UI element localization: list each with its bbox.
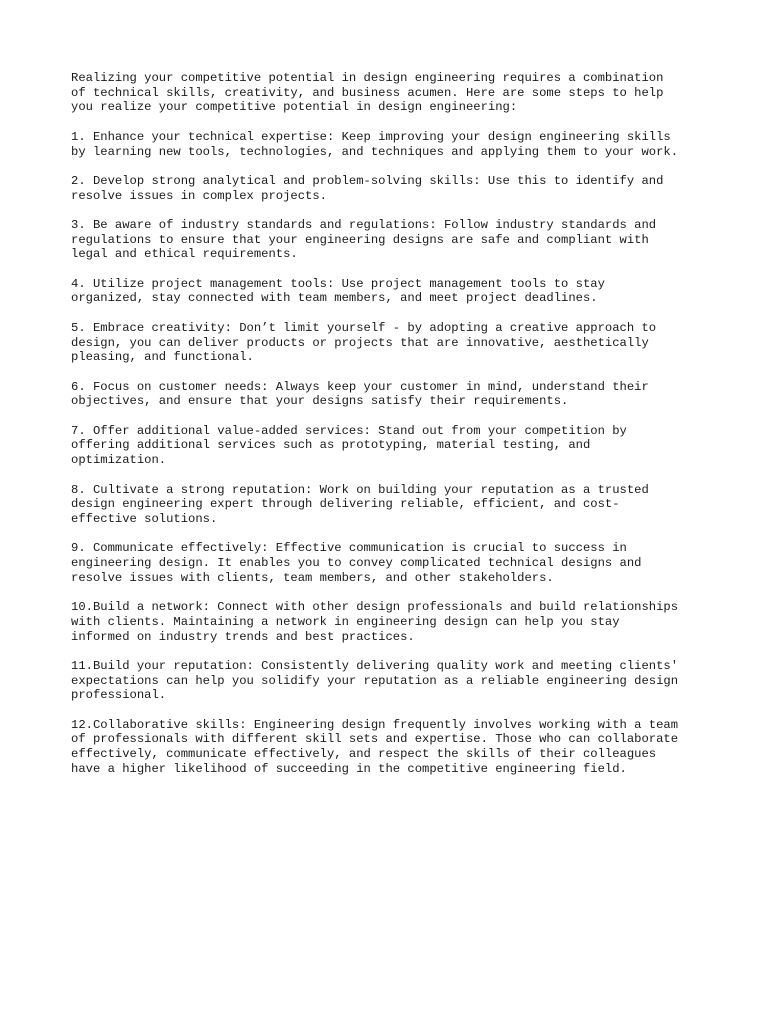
step-10-paragraph: 10.Build a network: Connect with other design professionals and build relationships with clients. Maintaining a network in engineering design can help you stay informed on industry trends and best practices. [71,600,679,644]
step-12-paragraph: 12.Collaborative skills: Engineering design frequently involves working with a team of professionals with different skill sets and expertise. Those who can collaborate effectively, communicate effectively, and respect the skills of their colleagues have a higher likelihood of succeeding in the competitive engineering field. [71,717,679,776]
step-6-paragraph: 6. Focus on customer needs: Always keep your customer in mind, understand their objectives, and ensure that your designs satisfy their requirements. [71,379,649,409]
step-5-paragraph: 5. Embrace creativity: Don’t limit yourself - by adopting a creative approach to design, you can deliver products or projects that are innovative, aesthetically pleasing, and functional. [71,320,657,365]
intro-paragraph: Realizing your competitive potential in design engineering requires a combination of technical skills, creativity, and business acumen. Here are some steps to help you realize your competitive potential in design engineering: [71,71,664,115]
step-7-paragraph: 7. Offer additional value-added services: Stand out from your competition by offering additional services such as prototyping, material testing, and optimization. [71,423,627,468]
step-9-paragraph: 9. Communicate effectively: Effective communication is crucial to success in engineering design. It enables you to convey complicated technical designs and resolve issues with clients, team members, and other stakeholders. [71,541,642,585]
step-3-paragraph: 3. Be aware of industry standards and regulations: Follow industry standards and regulations to ensure that your engineering designs are safe and compliant with legal and ethical requirements. [71,217,657,262]
step-11-paragraph: 11.Build your reputation: Consistently delivering quality work and meeting clients' expectations can help you solidify your reputation as a reliable engineering design professional. [71,658,679,703]
step-1-paragraph: 1. Enhance your technical expertise: Keep improving your design engineering skills by learning new tools, technologies, and techniques and applying them to your work. [71,129,679,159]
document-body [71,71,711,791]
step-4-paragraph: 4. Utilize project management tools: Use project management tools to stay organized, stay connected with team members, and meet project deadlines. [71,276,605,306]
step-2-paragraph: 2. Develop strong analytical and problem-solving skills: Use this to identify and resolve issues in complex projects. [71,173,664,203]
step-8-paragraph: 8. Cultivate a strong reputation: Work on building your reputation as a trusted design engineering expert through delivering reliable, efficient, and cost- effective solutions. [71,482,649,526]
